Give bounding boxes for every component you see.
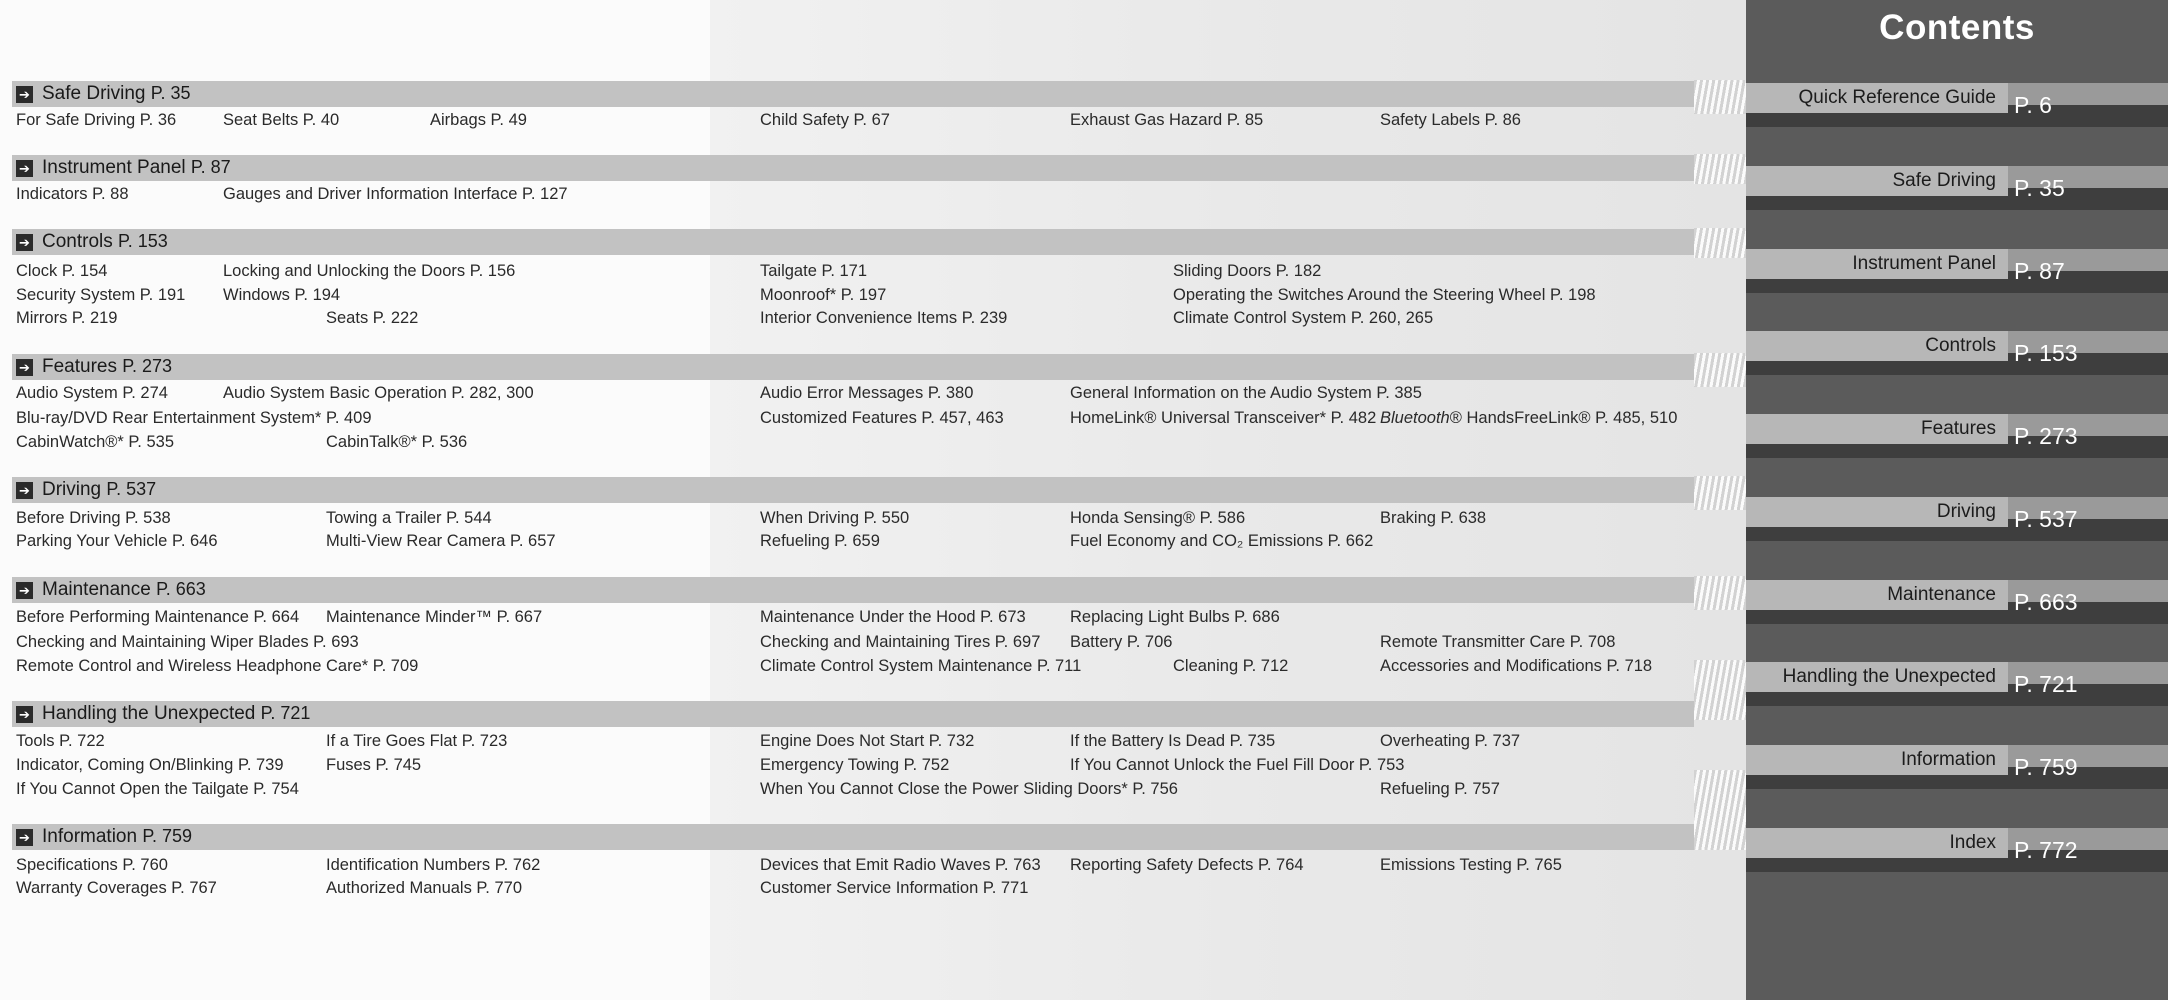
toc-link[interactable]: Checking and Maintaining Wiper Blades P. 693 — [16, 633, 359, 651]
toc-link[interactable]: Before Performing Maintenance P. 664 — [16, 608, 300, 626]
tab-page: P. 663 — [2014, 589, 2078, 615]
toc-link[interactable]: Tools P. 722 — [16, 732, 105, 750]
toc-link[interactable]: Exhaust Gas Hazard P. 85 — [1070, 111, 1264, 129]
tab-label: Quick Reference Guide — [1746, 83, 2008, 113]
toc-link[interactable]: Emissions Testing P. 765 — [1380, 856, 1562, 874]
section-title: Driving — [42, 479, 102, 500]
toc-link[interactable]: Climate Control System Maintenance P. 711 — [760, 657, 1082, 675]
arrow-right-icon: ➔ — [16, 234, 33, 251]
contents-title: Contents — [1879, 8, 2035, 47]
toc-link[interactable]: Reporting Safety Defects P. 764 — [1070, 856, 1304, 874]
section-title: Handling the Unexpected — [42, 703, 256, 724]
toc-link[interactable]: Interior Convenience Items P. 239 — [760, 309, 1008, 327]
connector-stripes — [1694, 770, 1746, 850]
tab-page: P. 273 — [2014, 423, 2078, 449]
toc-link[interactable]: Child Safety P. 67 — [760, 111, 890, 129]
section-page: P. 759 — [142, 826, 193, 846]
tab-label: Controls — [1746, 331, 2008, 361]
toc-link[interactable]: Towing a Trailer P. 544 — [326, 509, 492, 527]
toc-link[interactable]: Tailgate P. 171 — [760, 262, 868, 280]
section-title: Instrument Panel — [42, 157, 186, 178]
tab-label: Features — [1746, 414, 2008, 444]
section-page: P. 537 — [106, 479, 157, 499]
toc-link-bluetooth[interactable] — [1380, 408, 1677, 428]
toc-link[interactable]: If You Cannot Unlock the Fuel Fill Door P. 753 — [1070, 756, 1405, 774]
toc-link[interactable]: Refueling P. 757 — [1380, 780, 1500, 798]
section-page: P. 721 — [260, 703, 311, 723]
toc-link[interactable]: Audio System Basic Operation P. 282, 300 — [223, 384, 534, 402]
bluetooth-brand: Bluetooth — [1380, 409, 1450, 427]
tab-label: Index — [1746, 828, 2008, 858]
section-header-handling-the-unexpected[interactable] — [12, 701, 1694, 727]
tab-features[interactable] — [1746, 414, 2168, 458]
section-page: P. 663 — [156, 579, 206, 599]
toc-link[interactable]: HomeLink® Universal Transceiver* P. 482 — [1070, 409, 1377, 427]
toc-link[interactable]: Airbags P. 49 — [430, 111, 527, 129]
toc-link[interactable]: When Driving P. 550 — [760, 509, 910, 527]
section-page: P. 273 — [122, 356, 172, 376]
toc-link[interactable]: Remote Control and Wireless Headphone Care* P. 709 — [16, 657, 419, 675]
tab-driving[interactable] — [1746, 497, 2168, 541]
connector-stripes — [1694, 353, 1746, 387]
toc-link[interactable]: Emergency Towing P. 752 — [760, 756, 950, 774]
toc-link[interactable]: Seats P. 222 — [326, 309, 419, 327]
toc-link[interactable]: Engine Does Not Start P. 732 — [760, 732, 975, 750]
arrow-right-icon: ➔ — [16, 86, 33, 103]
toc-link[interactable]: Overheating P. 737 — [1380, 732, 1521, 750]
connector-stripes — [1694, 80, 1746, 114]
toc-link[interactable]: Battery P. 706 — [1070, 633, 1173, 651]
tab-page: P. 721 — [2014, 671, 2078, 697]
toc-link[interactable]: Mirrors P. 219 — [16, 309, 118, 327]
tab-quick-reference-guide[interactable] — [1746, 83, 2168, 127]
tab-handling-the-unexpected[interactable] — [1746, 662, 2168, 706]
toc-link[interactable]: Cleaning P. 712 — [1173, 657, 1289, 675]
tab-page: P. 87 — [2014, 258, 2065, 284]
connector-stripes — [1694, 228, 1746, 258]
section-page: P. 87 — [190, 157, 231, 177]
toc-link[interactable]: Locking and Unlocking the Doors P. 156 — [223, 262, 516, 280]
toc-link[interactable]: Remote Transmitter Care P. 708 — [1380, 633, 1616, 651]
connector-stripes — [1694, 154, 1746, 184]
section-page: P. 153 — [118, 231, 168, 251]
tab-page: P. 759 — [2014, 754, 2078, 780]
toc-link[interactable]: Indicator, Coming On/Blinking P. 739 — [16, 756, 284, 774]
toc-link[interactable]: CabinTalk®* P. 536 — [326, 433, 468, 451]
section-title: Features — [42, 356, 117, 377]
toc-link[interactable]: Replacing Light Bulbs P. 686 — [1070, 608, 1280, 626]
arrow-right-icon: ➔ — [16, 582, 33, 599]
tab-label: Safe Driving — [1746, 166, 2008, 196]
toc-link[interactable]: Windows P. 194 — [223, 286, 341, 304]
toc-link[interactable]: Customer Service Information P. 771 — [760, 879, 1029, 897]
tab-safe-driving[interactable] — [1746, 166, 2168, 210]
toc-link[interactable]: Refueling P. 659 — [760, 532, 880, 550]
tab-index[interactable] — [1746, 828, 2168, 872]
toc-link[interactable]: Gauges and Driver Information Interface P. 127 — [223, 185, 568, 203]
toc-link[interactable]: Operating the Switches Around the Steering Wheel P. 198 — [1173, 286, 1596, 304]
toc-link[interactable]: Audio Error Messages P. 380 — [760, 384, 974, 402]
connector-stripes — [1694, 576, 1746, 610]
toc-link[interactable]: If the Battery Is Dead P. 735 — [1070, 732, 1276, 750]
section-title: Controls — [42, 231, 113, 252]
toc-link[interactable]: Before Driving P. 538 — [16, 509, 171, 527]
toc-link[interactable]: Moonroof* P. 197 — [760, 286, 887, 304]
section-page: P. 35 — [150, 83, 191, 103]
arrow-right-icon: ➔ — [16, 160, 33, 177]
tab-page: P. 35 — [2014, 175, 2065, 201]
section-header-safe-driving[interactable] — [12, 81, 1694, 107]
toc-link[interactable]: Indicators P. 88 — [16, 185, 129, 203]
bluetooth-item-rest: ® HandsFreeLink® P. 485, 510 — [1449, 409, 1678, 427]
arrow-right-icon: ➔ — [16, 706, 33, 723]
arrow-right-icon: ➔ — [16, 482, 33, 499]
toc-link[interactable]: Maintenance Minder™ P. 667 — [326, 608, 543, 626]
tab-label: Handling the Unexpected — [1746, 662, 2008, 692]
arrow-right-icon: ➔ — [16, 359, 33, 376]
toc-link[interactable]: For Safe Driving P. 36 — [16, 111, 177, 129]
toc-link[interactable]: Checking and Maintaining Tires P. 697 — [760, 633, 1041, 651]
toc-link[interactable]: Maintenance Under the Hood P. 673 — [760, 608, 1026, 626]
toc-link[interactable]: Seat Belts P. 40 — [223, 111, 340, 129]
tab-label: Information — [1746, 745, 2008, 775]
connector-stripes — [1694, 476, 1746, 510]
tab-page: P. 772 — [2014, 837, 2078, 863]
section-header-features[interactable] — [12, 354, 1694, 380]
tab-instrument-panel[interactable] — [1746, 249, 2168, 293]
tab-page: P. 6 — [2014, 92, 2052, 118]
toc-link[interactable]: Multi-View Rear Camera P. 657 — [326, 532, 556, 550]
toc-link[interactable]: Climate Control System P. 260, 265 — [1173, 309, 1434, 327]
tab-label: Instrument Panel — [1746, 249, 2008, 279]
tab-maintenance[interactable] — [1746, 580, 2168, 624]
section-title: Maintenance — [42, 579, 151, 600]
toc-link[interactable]: Security System P. 191 — [16, 286, 186, 304]
section-header-instrument-panel[interactable] — [12, 155, 1694, 181]
toc-link[interactable]: Parking Your Vehicle P. 646 — [16, 532, 218, 550]
toc-link[interactable]: Warranty Coverages P. 767 — [16, 879, 217, 897]
section-header-maintenance[interactable] — [12, 577, 1694, 603]
toc-link[interactable]: Clock P. 154 — [16, 262, 108, 280]
toc-link[interactable]: Authorized Manuals P. 770 — [326, 879, 522, 897]
tab-page: P. 537 — [2014, 506, 2078, 532]
section-header-driving[interactable] — [12, 477, 1694, 503]
toc-link[interactable]: If a Tire Goes Flat P. 723 — [326, 732, 508, 750]
toc-link[interactable]: Specifications P. 760 — [16, 856, 168, 874]
section-header-controls[interactable] — [12, 229, 1694, 255]
toc-link[interactable]: Fuses P. 745 — [326, 756, 422, 774]
toc-link[interactable]: When You Cannot Close the Power Sliding Doors* P. 756 — [760, 780, 1178, 798]
toc-link[interactable]: Sliding Doors P. 182 — [1173, 262, 1322, 280]
toc-link[interactable]: General Information on the Audio System P. 385 — [1070, 384, 1422, 402]
toc-link[interactable]: Fuel Economy and CO₂ Emissions P. 662 — [1070, 532, 1374, 550]
toc-link[interactable]: Safety Labels P. 86 — [1380, 111, 1521, 129]
tab-page: P. 153 — [2014, 340, 2078, 366]
section-title: Information — [42, 826, 138, 847]
toc-link[interactable]: Identification Numbers P. 762 — [326, 856, 541, 874]
connector-stripes — [1694, 660, 1746, 720]
tab-controls[interactable] — [1746, 331, 2168, 375]
toc-link[interactable]: Accessories and Modifications P. 718 — [1380, 657, 1653, 675]
tab-label: Driving — [1746, 497, 2008, 527]
section-header-information[interactable] — [12, 824, 1694, 850]
tab-information[interactable] — [1746, 745, 2168, 789]
toc-link[interactable]: CabinWatch®* P. 535 — [16, 433, 174, 451]
arrow-right-icon: ➔ — [16, 829, 33, 846]
toc-link[interactable]: Honda Sensing® P. 586 — [1070, 509, 1246, 527]
toc-link[interactable]: Braking P. 638 — [1380, 509, 1487, 527]
tab-label: Maintenance — [1746, 580, 2008, 610]
section-title: Safe Driving — [42, 83, 146, 104]
toc-link[interactable]: Customized Features P. 457, 463 — [760, 409, 1004, 427]
toc-link[interactable]: If You Cannot Open the Tailgate P. 754 — [16, 780, 299, 798]
toc-link[interactable]: Devices that Emit Radio Waves P. 763 — [760, 856, 1041, 874]
toc-link[interactable]: Audio System P. 274 — [16, 384, 168, 402]
toc-link[interactable]: Blu-ray/DVD Rear Entertainment System* P. 409 — [16, 409, 372, 427]
